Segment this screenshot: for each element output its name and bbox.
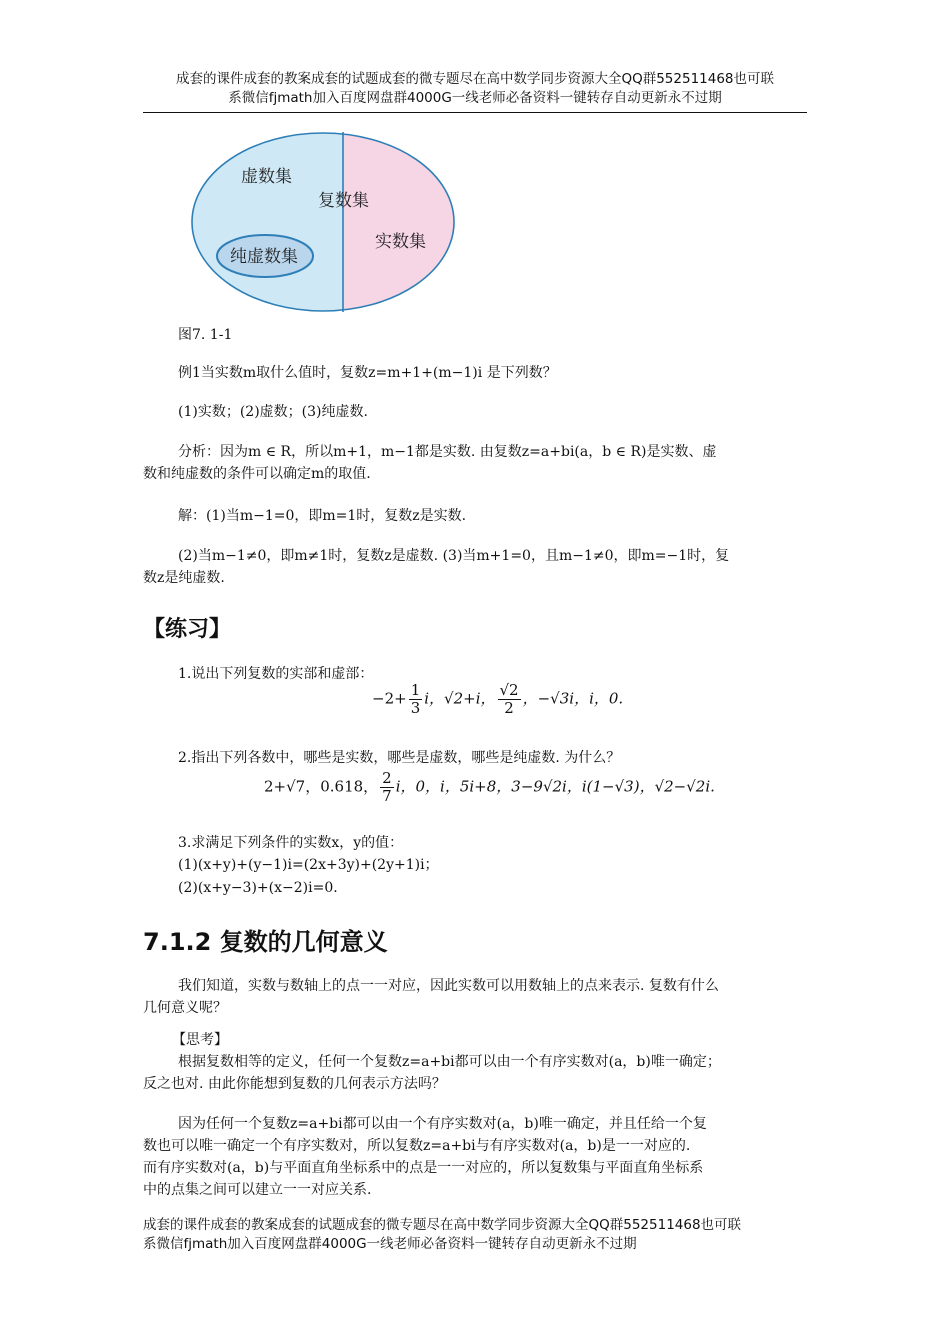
practice-question-1-math: [372, 682, 623, 717]
page-header: [143, 70, 807, 113]
intro-line-1: 我们知道，实数与数轴上的点一一对应，因此实数可以用数轴上的点来表示. 复数有什么: [178, 978, 719, 994]
header-line-2: 系微信fjmath加入百度网盘群4000G一线老师必备资料一键转存自动更新永不过期: [228, 90, 722, 106]
footer-line-1: 成套的课件成套的教案成套的试题成套的微专题尽在高中数学同步资源大全QQ群552511468也可联: [143, 1217, 742, 1233]
correspondence-paragraph: [143, 1113, 807, 1201]
para-line-2: 数也可以唯一确定一个有序实数对，所以复数z=a+bi与有序实数对(a，b)是一一对应的.: [143, 1138, 691, 1154]
practice-question-2: 2.指出下列各数中，哪些是实数，哪些是虚数，哪些是纯虚数. 为什么？: [178, 750, 621, 766]
think-paragraph: [143, 1051, 807, 1095]
q1-fraction-2-den: 2: [504, 699, 514, 717]
q1-fraction-1: [409, 682, 423, 717]
figure-caption: 图7. 1-1: [178, 327, 233, 343]
solution-2-line-2: 数z是纯虚数.: [143, 570, 225, 586]
practice-heading: 【练习】: [143, 617, 232, 642]
q1-math-pre: −2+: [372, 689, 407, 708]
q2-fraction-den: 7: [382, 787, 392, 805]
q1-fraction-2: [498, 682, 521, 717]
q2-math-post: i，0，i，5i+8，3−9√2i，i(1−√3)，√2−√2i.: [395, 777, 715, 796]
para-line-3: 而有序实数对(a，b)与平面直角坐标系中的点是一一对应的，所以复数集与平面直角坐标系: [143, 1160, 704, 1176]
example1-analysis: [143, 441, 807, 485]
complex-set-label: 复数集: [318, 191, 369, 211]
header-line-1: 成套的课件成套的教案成套的试题成套的微专题尽在高中数学同步资源大全QQ群552511468也可联: [175, 71, 775, 87]
example1-title: 例1当实数m取什么值时，复数z=m+1+(m−1)i 是下列数？: [178, 365, 557, 381]
page-footer: [143, 1216, 807, 1254]
q1-math-mid: i，√2+i，: [424, 689, 496, 708]
practice-question-2-math: [264, 770, 715, 805]
footer-line-2: 系微信fjmath加入百度网盘群4000G一线老师必备资料一键转存自动更新永不过期: [143, 1236, 637, 1252]
analysis-line-2: 数和纯虚数的条件可以确定m的取值.: [143, 466, 371, 482]
example1-solution-1: 解：(1)当m−1=0，即m=1时，复数z是实数.: [178, 508, 467, 524]
solution-2-line-1: (2)当m−1≠0，即m≠1时，复数z是虚数. (3)当m+1=0，且m−1≠0，即m=−1时，复: [178, 548, 730, 564]
practice-question-3-part-1: (1)(x+y)+(y−1)i=(2x+3y)+(2y+1)i；: [178, 857, 439, 873]
analysis-line-1: 分析：因为m ∈ R，所以m+1，m−1都是实数. 由复数z=a+bi(a，b ∈ R)是实数、虚: [178, 444, 717, 460]
example1-items: (1)实数；(2)虚数；(3)纯虚数.: [178, 404, 368, 420]
q1-math-post: ，−√3i，i，0.: [522, 689, 624, 708]
section-title: 7.1.2 复数的几何意义: [143, 928, 388, 956]
real-region: [343, 128, 465, 318]
imaginary-region: [185, 128, 343, 318]
imaginary-set-label: 虚数集: [241, 167, 292, 187]
real-set-label: 实数集: [375, 232, 426, 252]
think-line-2: 反之也对. 由此你能想到复数的几何表示方法吗？: [143, 1076, 446, 1092]
pure-imaginary-set-label: 纯虚数集: [230, 247, 298, 267]
practice-question-3: 3.求满足下列条件的实数x，y的值：: [178, 835, 404, 851]
example1-solution-2: [143, 545, 807, 589]
para-line-1: 因为任何一个复数z=a+bi都可以由一个有序实数对(a，b)唯一确定，并且任给一个复: [178, 1116, 707, 1132]
practice-question-1: 1.说出下列复数的实部和虚部：: [178, 666, 374, 682]
complex-number-venn-diagram: [185, 128, 465, 318]
practice-question-3-part-2: (2)(x+y−3)+(x−2)i=0.: [178, 880, 338, 896]
q1-fraction-2-num: √2: [499, 681, 519, 699]
q2-math-pre: 2+√7，0.618，: [264, 777, 379, 796]
intro-line-2: 几何意义呢？: [143, 1000, 227, 1016]
para-line-4: 中的点集之间可以建立一一对应关系.: [143, 1182, 372, 1198]
think-label: 【思考】: [172, 1032, 228, 1048]
section-intro: [143, 975, 807, 1019]
q1-fraction-1-num: 1: [410, 681, 421, 699]
q2-fraction-num: 2: [382, 769, 392, 787]
q1-fraction-1-den: 3: [410, 699, 421, 717]
q2-fraction: [380, 770, 394, 805]
think-line-1: 根据复数相等的定义，任何一个复数z=a+bi都可以由一个有序实数对(a，b)唯一确定；: [178, 1054, 721, 1070]
